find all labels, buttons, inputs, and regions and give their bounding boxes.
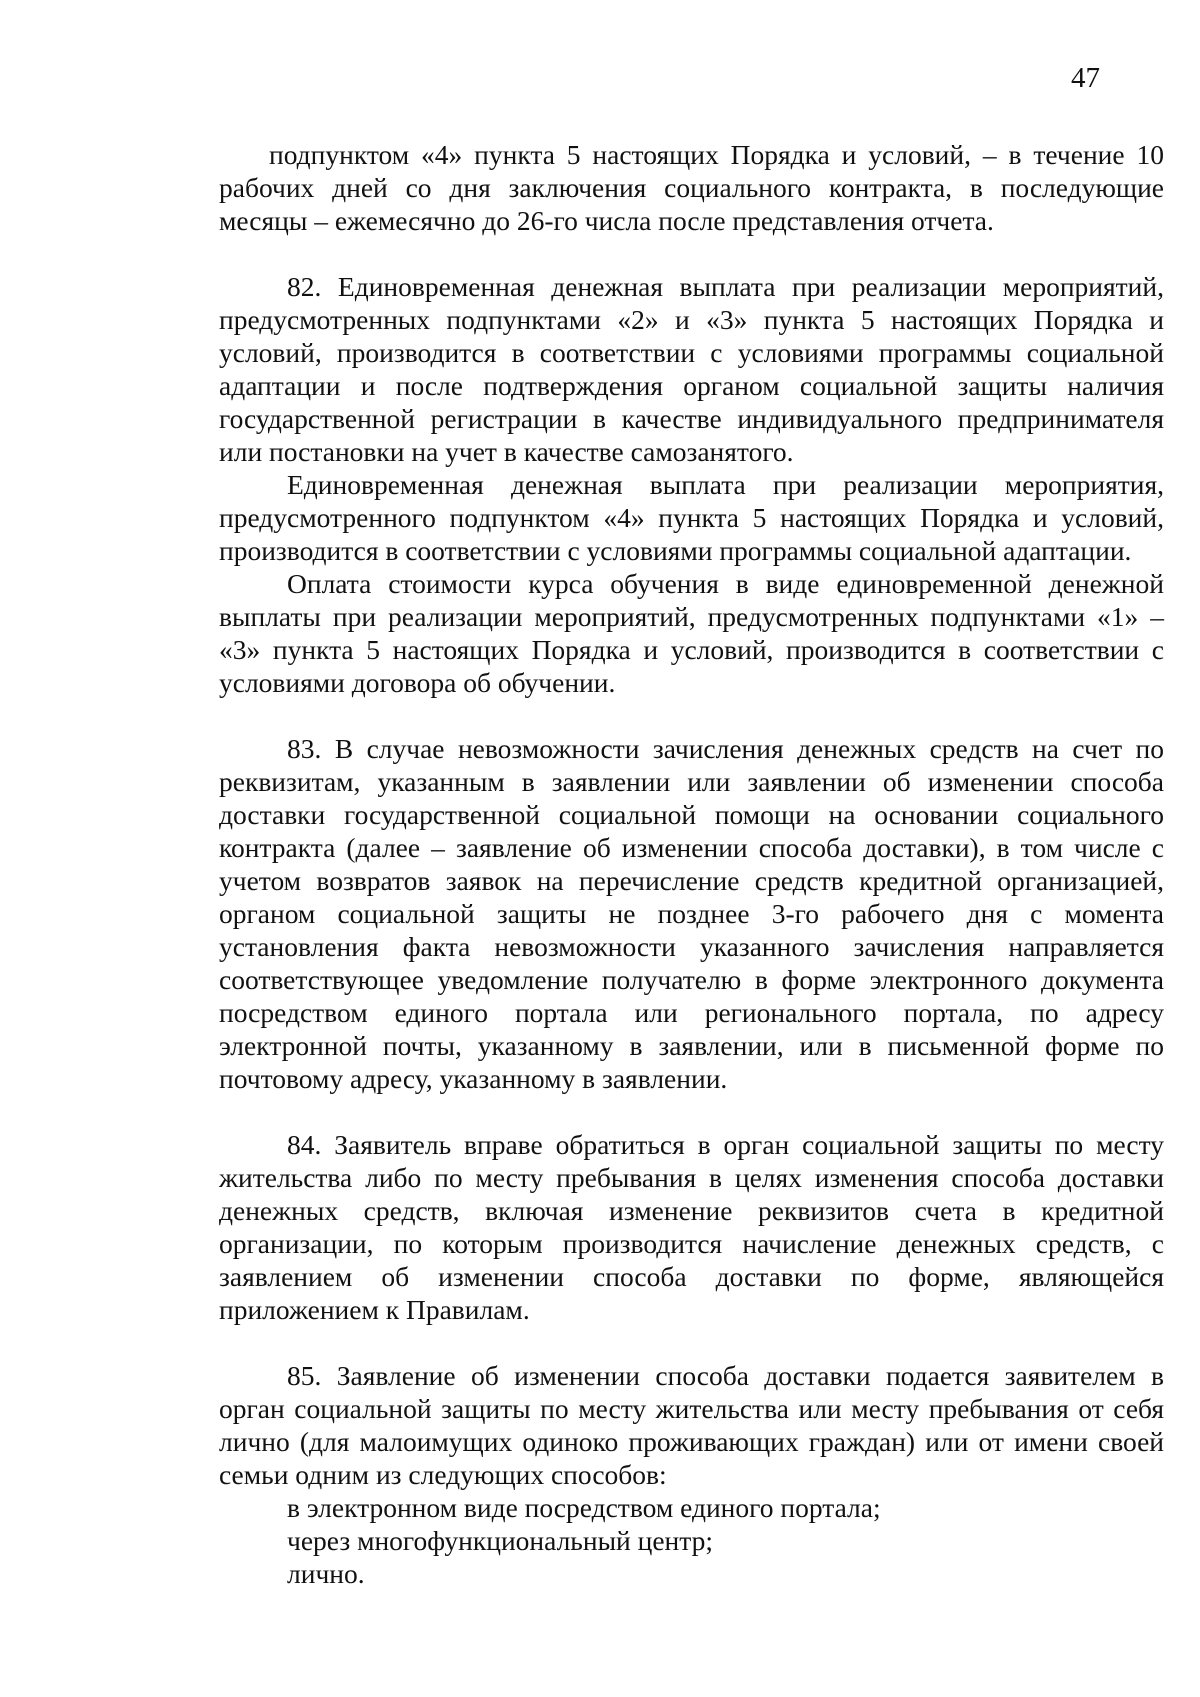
list-item-in-person: лично.	[287, 1558, 365, 1589]
paragraph-84: 84. Заявитель вправе обратиться в орган социальной защиты по месту жительства либо по месту пребывания в целях изменения способа доставки денежных средств, включая изменение реквизитов счета в кредитной организации, по которым производится начисление денежных средств, с заявлением об изменении способа доставки по форме, являющейся приложением к Правилам.	[219, 1129, 1164, 1325]
paragraph-82: 82. Единовременная денежная выплата при реализации мероприятий, предусмотренных подпунктами «2» и «3» пункта 5 настоящих Порядка и условий, производится в соответствии с условиями программы социальной адаптации и после подтверждения органом социальной защиты наличия государственной регистрации в качестве индивидуального предпринимателя или постановки на учет в качестве самозанятого.	[219, 271, 1164, 467]
paragraph-81-continuation: подпунктом «4» пункта 5 настоящих Порядка и условий, – в течение 10 рабочих дней со дня заключения социального контракта, в последующие месяцы – ежемесячно до 26-го числа после представления отчета.	[219, 139, 1164, 236]
list-item-portal: в электронном виде посредством единого портала;	[287, 1492, 881, 1523]
paragraph-82-second: Единовременная денежная выплата при реализации мероприятия, предусмотренного подпунктом «4» пункта 5 настоящих Порядка и условий, производится в соответствии с условиями программы социальной адаптации.	[219, 469, 1164, 566]
paragraph-85: 85. Заявление об изменении способа доставки подается заявителем в орган социальной защиты по месту жительства или месту пребывания от себя лично (для малоимущих одиноко проживающих граждан) или от имени своей семьи одним из следующих способов:	[219, 1360, 1164, 1490]
paragraph-83: 83. В случае невозможности зачисления денежных средств на счет по реквизитам, указанным в заявлении или заявлении об изменении способа доставки государственной социальной помощи на основании социального контракта (далее – заявление об изменении способа доставки), в том числе с учетом возвратов заявок на перечисление средств кредитной организацией, органом социальной защиты не позднее 3-го рабочего дня с момента установления факта невозможности указанного зачисления направляется соответствующее уведомление получателю в форме электронного документа посредством единого портала или регионального портала, по адресу электронной почты, указанному в заявлении, или в письменной форме по почтовому адресу, указанному в заявлении.	[219, 733, 1164, 1094]
list-item-mfc: через многофункциональный центр;	[287, 1525, 714, 1556]
page-number: 47	[1071, 62, 1100, 94]
document-body	[219, 138, 1164, 1590]
paragraph-82-third: Оплата стоимости курса обучения в виде единовременной денежной выплаты при реализации мероприятий, предусмотренных подпунктами «1» – «3» пункта 5 настоящих Порядка и условий, производится в соответствии с условиями договора об обучении.	[219, 568, 1164, 698]
